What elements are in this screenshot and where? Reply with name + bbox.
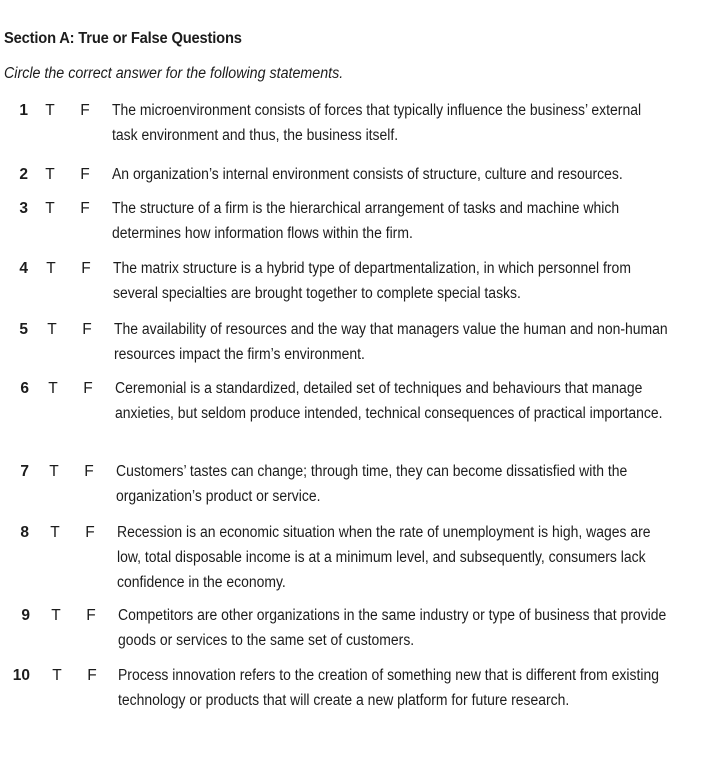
false-option[interactable]: F bbox=[87, 667, 97, 684]
section-title: Section A: True or False Questions bbox=[4, 30, 242, 47]
false-option[interactable]: F bbox=[84, 463, 94, 480]
true-option[interactable]: T bbox=[46, 260, 56, 277]
question-number: 8 bbox=[20, 524, 29, 541]
true-option[interactable]: T bbox=[47, 321, 57, 338]
true-option[interactable]: T bbox=[52, 667, 62, 684]
true-option[interactable]: T bbox=[48, 380, 58, 397]
true-option[interactable]: T bbox=[45, 166, 55, 183]
false-option[interactable]: F bbox=[80, 166, 90, 183]
true-option[interactable]: T bbox=[45, 102, 55, 119]
true-option[interactable]: T bbox=[50, 524, 60, 541]
true-option[interactable]: T bbox=[51, 607, 61, 624]
instructions: Circle the correct answer for the following statements. bbox=[4, 65, 344, 82]
question-statement: Recession is an economic situation when the rate of unemployment is high, wages are low, total disposable income is at a minimum level, and subsequently, consumers lack confidence in the economy. bbox=[117, 524, 651, 591]
false-option[interactable]: F bbox=[81, 260, 91, 277]
question-statement: Ceremonial is a standardized, detailed set of techniques and behaviours that manage anxieties, but seldom produce intended, technical consequences of practical importance. bbox=[115, 380, 663, 422]
question-number: 6 bbox=[20, 380, 29, 397]
false-option[interactable]: F bbox=[80, 200, 90, 217]
question-number: 1 bbox=[19, 102, 28, 119]
question-statement: The structure of a firm is the hierarchical arrangement of tasks and machine which determines how information flows within the firm. bbox=[112, 200, 620, 242]
false-option[interactable]: F bbox=[85, 524, 95, 541]
question-statement: The microenvironment consists of forces that typically influence the business’ external task environment and thus, the business itself. bbox=[112, 102, 642, 144]
question-statement: Customers’ tastes can change; through time, they can become dissatisfied with the organization’s product or service. bbox=[116, 463, 628, 505]
question-number: 4 bbox=[19, 260, 28, 277]
false-option[interactable]: F bbox=[82, 321, 92, 338]
question-statement: The availability of resources and the way that managers value the human and non-human resources impact the firm’s environment. bbox=[114, 321, 668, 363]
false-option[interactable]: F bbox=[83, 380, 93, 397]
question-number: 3 bbox=[19, 200, 28, 217]
question-number: 9 bbox=[21, 607, 30, 624]
question-number: 5 bbox=[19, 321, 28, 338]
question-statement: An organization’s internal environment consists of structure, culture and resources. bbox=[112, 166, 623, 183]
question-number: 10 bbox=[12, 667, 30, 684]
question-number: 7 bbox=[20, 463, 29, 480]
question-statement: Competitors are other organizations in the same industry or type of business that provide goods or services to the same set of customers. bbox=[118, 607, 667, 649]
false-option[interactable]: F bbox=[80, 102, 90, 119]
true-option[interactable]: T bbox=[49, 463, 59, 480]
question-statement: The matrix structure is a hybrid type of departmentalization, in which personnel from several specialties are brought together to complete special tasks. bbox=[113, 260, 631, 302]
question-number: 2 bbox=[19, 166, 28, 183]
true-option[interactable]: T bbox=[45, 200, 55, 217]
false-option[interactable]: F bbox=[86, 607, 96, 624]
question-statement: Process innovation refers to the creation of something new that is different from existing technology or products that will create a new platform for future research. bbox=[118, 667, 659, 709]
